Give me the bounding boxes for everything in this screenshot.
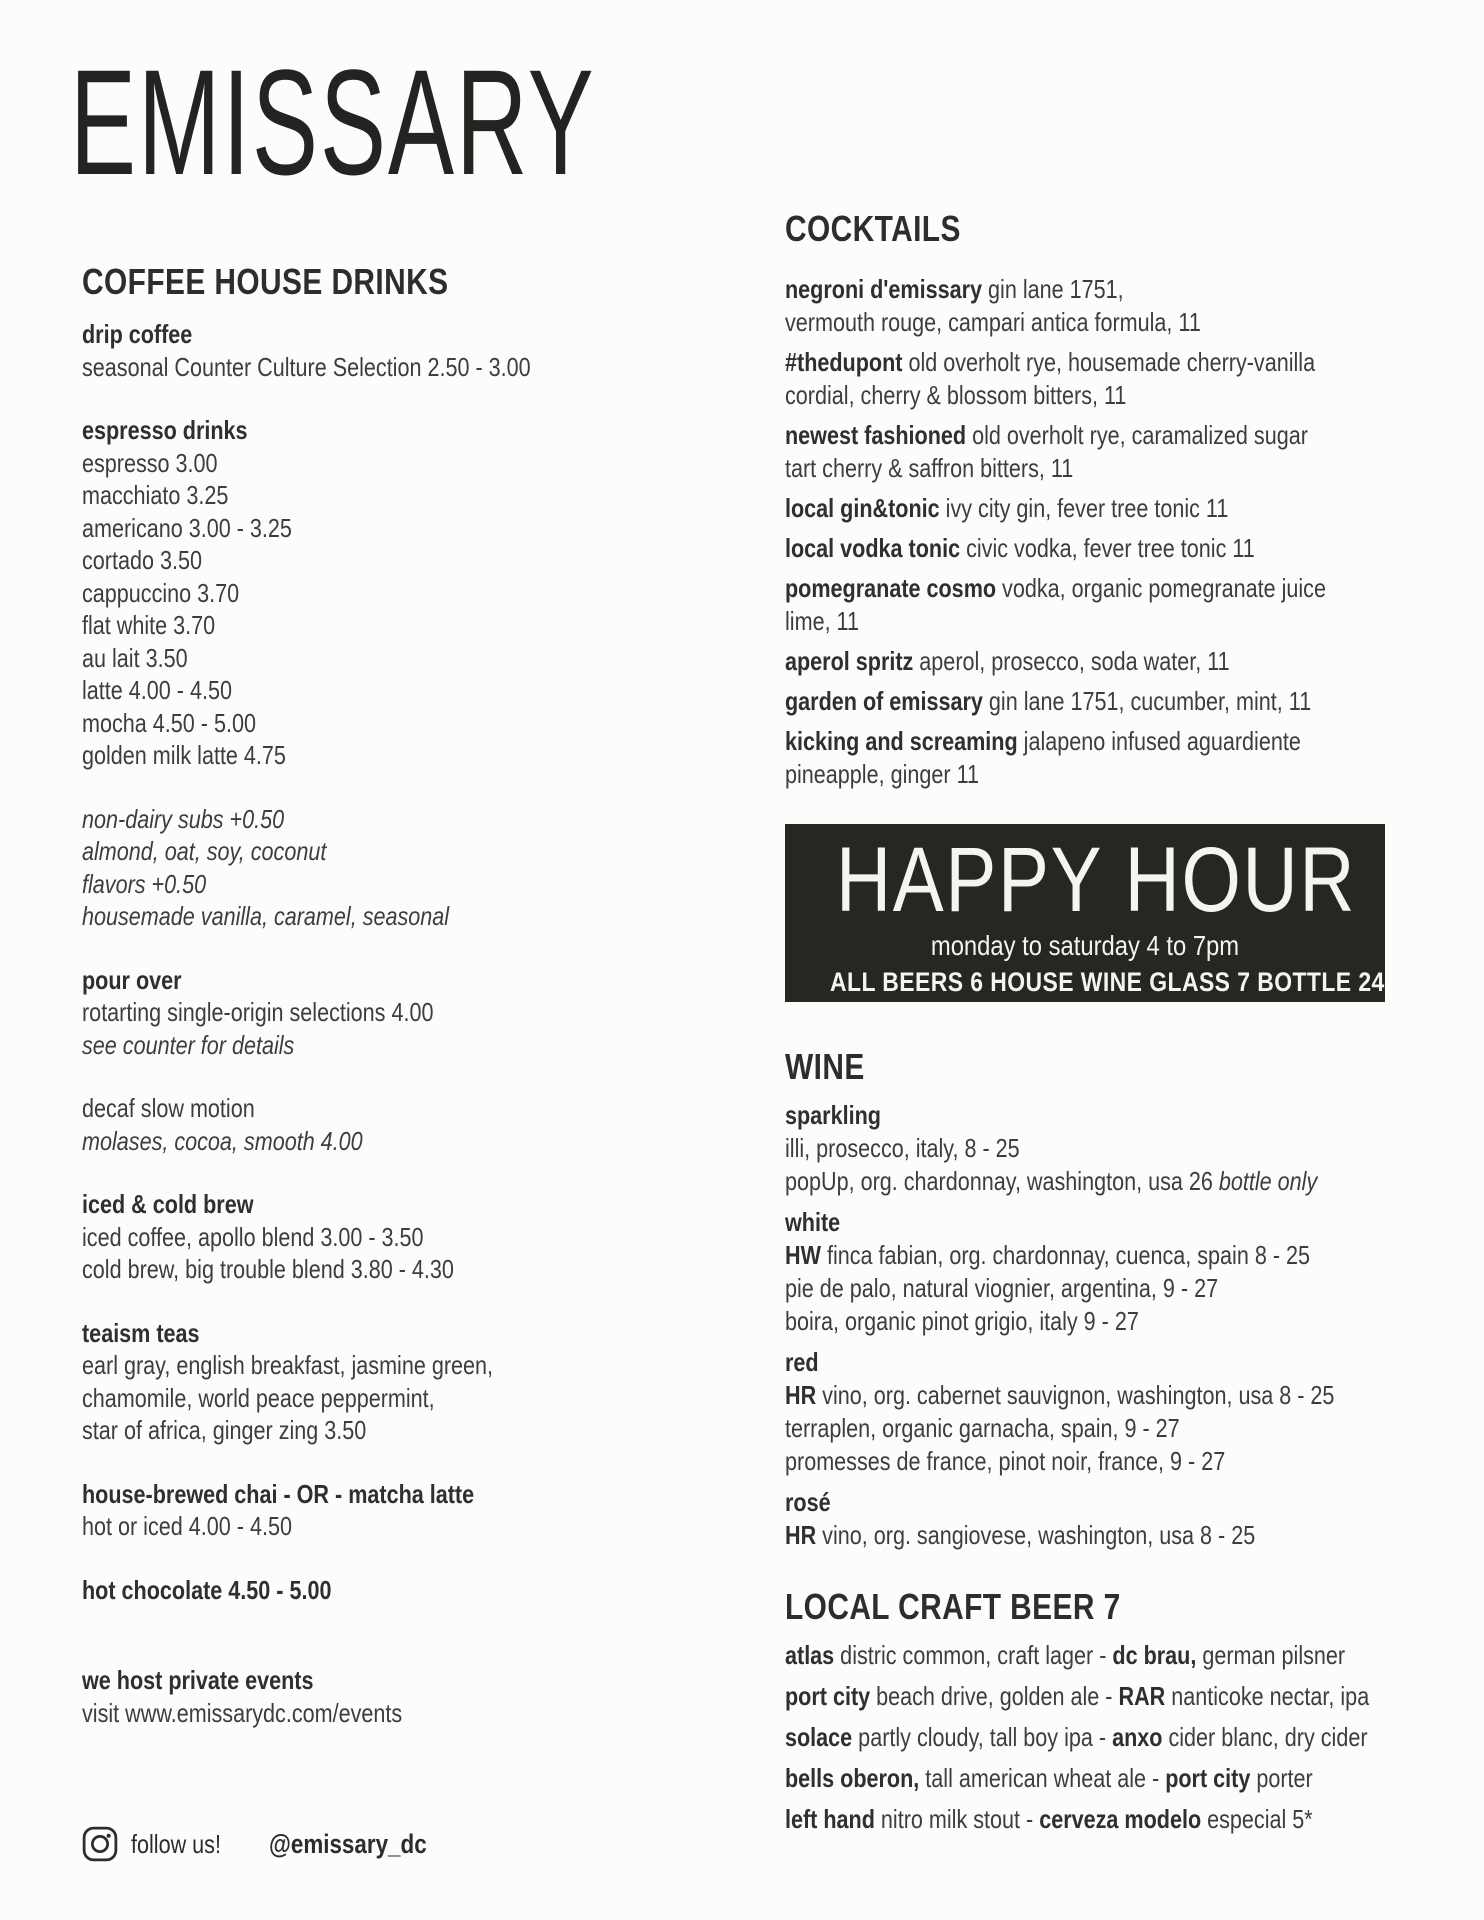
cocktail-name: negroni d'emissary (785, 274, 983, 304)
beer-name: port city (785, 1681, 871, 1711)
wine-line: vino, org. sangiovese, washington, usa 8 - 25 (816, 1520, 1256, 1550)
menu-line: cappuccino 3.70 (82, 577, 240, 608)
cocktail-desc: civic vodka, fever tree tonic 11 (960, 533, 1255, 563)
beer-name: cerveza modelo (1039, 1804, 1202, 1834)
item-title: hot chocolate 4.50 - 5.00 (82, 1574, 332, 1605)
cocktail-name: local gin&tonic (785, 493, 940, 523)
menu-line: non-dairy subs +0.50 (82, 803, 285, 834)
beer-name: anxo (1112, 1722, 1163, 1752)
cocktail-name: kicking and screaming (785, 726, 1018, 756)
section-heading-cocktails: COCKTAILS (785, 208, 961, 249)
cocktail-desc: gin lane 1751, (982, 274, 1124, 304)
cocktail-item (785, 419, 1465, 485)
cocktail-item (785, 346, 1465, 412)
item-title: pour over (82, 964, 182, 995)
wine-line: boira, organic pinot grigio, italy 9 - 27 (785, 1306, 1139, 1336)
item-title: drip coffee (82, 319, 193, 349)
iced-cold-brew-block (82, 1188, 722, 1286)
beer-line (785, 1680, 1370, 1713)
wine-label: HR (785, 1520, 817, 1550)
menu-line: star of africa, ginger zing 3.50 (82, 1415, 367, 1445)
follow-us-text: follow us! (131, 1828, 221, 1859)
beer-desc: especial 5* (1201, 1804, 1313, 1834)
cocktail-desc: gin lane 1751, cucumber, mint, 11 (982, 686, 1312, 716)
cocktail-name: #thedupont (785, 347, 903, 377)
beer-desc: beach drive, golden ale - (870, 1681, 1119, 1711)
instagram-icon (82, 1826, 118, 1862)
menu-line: decaf slow motion (82, 1093, 255, 1123)
happy-hour-schedule: monday to saturday 4 to 7pm (930, 930, 1240, 961)
happy-hour-title: HAPPY HOUR (836, 829, 1357, 931)
wine-group-sparkling (785, 1099, 1465, 1198)
beer-name: left hand (785, 1804, 875, 1834)
social-footer (82, 1826, 459, 1862)
cocktail-item (785, 725, 1465, 791)
cocktail-name: newest fashioned (785, 420, 967, 450)
item-title: house-brewed chai - OR - matcha latte (82, 1478, 475, 1509)
wine-group-title: red (785, 1347, 819, 1377)
item-title: teaism teas (82, 1317, 200, 1348)
drip-coffee-block (82, 318, 722, 383)
cocktail-desc: tart cherry & saffron bitters, 11 (785, 453, 1074, 483)
cocktail-name: local vodka tonic (785, 533, 961, 563)
section-heading-coffee: COFFEE HOUSE DRINKS (82, 261, 449, 302)
cocktail-item (785, 645, 1465, 678)
section-heading-beer: LOCAL CRAFT BEER 7 (785, 1586, 1121, 1627)
hot-chocolate-block (82, 1574, 722, 1607)
decaf-block (82, 1092, 722, 1157)
menu-line: hot or iced 4.00 - 4.50 (82, 1511, 292, 1541)
beer-desc: porter (1250, 1763, 1313, 1793)
beer-name: port city (1165, 1763, 1251, 1793)
cocktail-desc: cordial, cherry & blossom bitters, 11 (785, 380, 1127, 410)
cocktail-item (785, 685, 1465, 718)
menu-line: golden milk latte 4.75 (82, 740, 286, 770)
menu-line: espresso 3.00 (82, 447, 218, 478)
wine-note: bottle only (1218, 1166, 1318, 1196)
beer-desc: distric common, craft lager - (834, 1640, 1113, 1670)
teaism-teas-block (82, 1317, 722, 1447)
instagram-handle: @emissary_dc (269, 1828, 428, 1859)
happy-hour-deal: ALL BEERS 6 HOUSE WINE GLASS 7 BOTTLE 24 (830, 967, 1385, 997)
beer-name: bells oberon, (785, 1763, 920, 1793)
espresso-block (82, 414, 722, 772)
beer-name: atlas (785, 1640, 835, 1670)
pour-over-block (82, 964, 722, 1062)
menu-line: americano 3.00 - 3.25 (82, 512, 292, 543)
menu-line: flavors +0.50 (82, 868, 207, 899)
menu-line: earl gray, english breakfast, jasmine green, (82, 1350, 494, 1380)
wine-line: promesses de france, pinot noir, france, 9 - 27 (785, 1446, 1226, 1476)
wine-group-title: sparkling (785, 1100, 881, 1130)
menu-line: rotarting single-origin selections 4.00 (82, 997, 434, 1027)
beer-name: dc brau, (1112, 1640, 1197, 1670)
item-desc: seasonal Counter Culture Selection 2.50 - 3.00 (82, 351, 531, 382)
cocktail-desc: vermouth rouge, campari antica formula, 11 (785, 307, 1201, 337)
cocktail-desc: ivy city gin, fever tree tonic 11 (939, 493, 1229, 523)
menu-line: cortado 3.50 (82, 545, 202, 575)
cocktail-name: aperol spritz (785, 646, 914, 676)
cocktail-desc: jalapeno infused aguardiente (1017, 726, 1301, 756)
beer-desc: german pilsner (1196, 1640, 1346, 1670)
beer-line (785, 1721, 1368, 1754)
wine-line: pie de palo, natural viognier, argentina, 9 - 27 (785, 1273, 1219, 1303)
item-title: we host private events (82, 1665, 314, 1695)
menu-note: molases, cocoa, smooth 4.00 (82, 1125, 363, 1156)
menu-line: macchiato 3.25 (82, 480, 229, 510)
events-url: visit www.emissarydc.com/events (82, 1697, 403, 1728)
item-title: espresso drinks (82, 415, 248, 445)
menu-line: flat white 3.70 (82, 610, 216, 640)
wine-line: finca fabian, org. chardonnay, cuenca, spain 8 - 25 (820, 1240, 1311, 1270)
drinks-column (785, 209, 1465, 1836)
menu-line: mocha 4.50 - 5.00 (82, 707, 256, 738)
cocktail-desc: lime, 11 (785, 606, 859, 636)
cocktail-item (785, 572, 1465, 638)
beer-line (785, 1803, 1349, 1836)
cocktail-desc: aperol, prosecco, soda water, 11 (913, 646, 1230, 676)
menu-line: housemade vanilla, caramel, seasonal (82, 901, 450, 931)
beer-name: solace (785, 1722, 853, 1752)
cocktail-item (785, 532, 1465, 565)
beer-line (785, 1639, 1349, 1672)
wine-group-white (785, 1206, 1465, 1338)
wine-label: HW (785, 1240, 821, 1270)
beer-desc: nitro milk stout - (874, 1804, 1040, 1834)
cocktail-name: garden of emissary (785, 686, 983, 716)
menu-line: iced coffee, apollo blend 3.00 - 3.50 (82, 1221, 424, 1252)
wine-label: HR (785, 1380, 817, 1410)
brand-logo: EMISSARY (70, 38, 596, 206)
item-title: iced & cold brew (82, 1189, 254, 1219)
beer-desc: partly cloudy, tall boy ipa - (852, 1722, 1113, 1752)
beer-line (785, 1762, 1349, 1795)
menu-line: almond, oat, soy, coconut (82, 836, 327, 866)
cocktail-item (785, 492, 1465, 525)
cocktail-item (785, 273, 1465, 339)
wine-group-red (785, 1346, 1465, 1478)
beer-desc: nanticoke nectar, ipa (1165, 1681, 1370, 1711)
private-events-block (82, 1664, 722, 1729)
beer-desc: tall american wheat ale - (919, 1763, 1166, 1793)
cocktail-desc: old overholt rye, caramalized sugar (966, 420, 1308, 450)
section-heading-wine: WINE (785, 1046, 865, 1087)
wine-group-title: rosé (785, 1487, 831, 1517)
coffee-column (82, 262, 722, 1729)
cocktail-name: pomegranate cosmo (785, 573, 997, 603)
menu-line: au lait 3.50 (82, 642, 188, 673)
beer-name: RAR (1118, 1681, 1166, 1711)
wine-line: vino, org. cabernet sauvignon, washington, usa 8 - 25 (816, 1380, 1335, 1410)
substitutions-block (82, 803, 722, 933)
menu-note: see counter for details (82, 1029, 295, 1060)
wine-line: illi, prosecco, italy, 8 - 25 (785, 1133, 1020, 1163)
happy-hour-banner (785, 824, 1385, 1002)
chai-matcha-block (82, 1478, 722, 1543)
wine-group-title: white (785, 1207, 841, 1237)
menu-line: cold brew, big trouble blend 3.80 - 4.30 (82, 1254, 454, 1284)
menu-line: latte 4.00 - 4.50 (82, 675, 232, 705)
beer-desc: cider blanc, dry cider (1162, 1722, 1368, 1752)
cocktail-desc: vodka, organic pomegranate juice (996, 573, 1326, 603)
wine-group-rose (785, 1486, 1465, 1552)
cocktail-desc: pineapple, ginger 11 (785, 759, 979, 789)
wine-line: popUp, org. chardonnay, washington, usa 26 (785, 1166, 1219, 1196)
cocktail-desc: old overholt rye, housemade cherry-vanilla (902, 347, 1316, 377)
wine-line: terraplen, organic garnacha, spain, 9 - 27 (785, 1413, 1180, 1443)
menu-line: chamomile, world peace peppermint, (82, 1382, 435, 1413)
